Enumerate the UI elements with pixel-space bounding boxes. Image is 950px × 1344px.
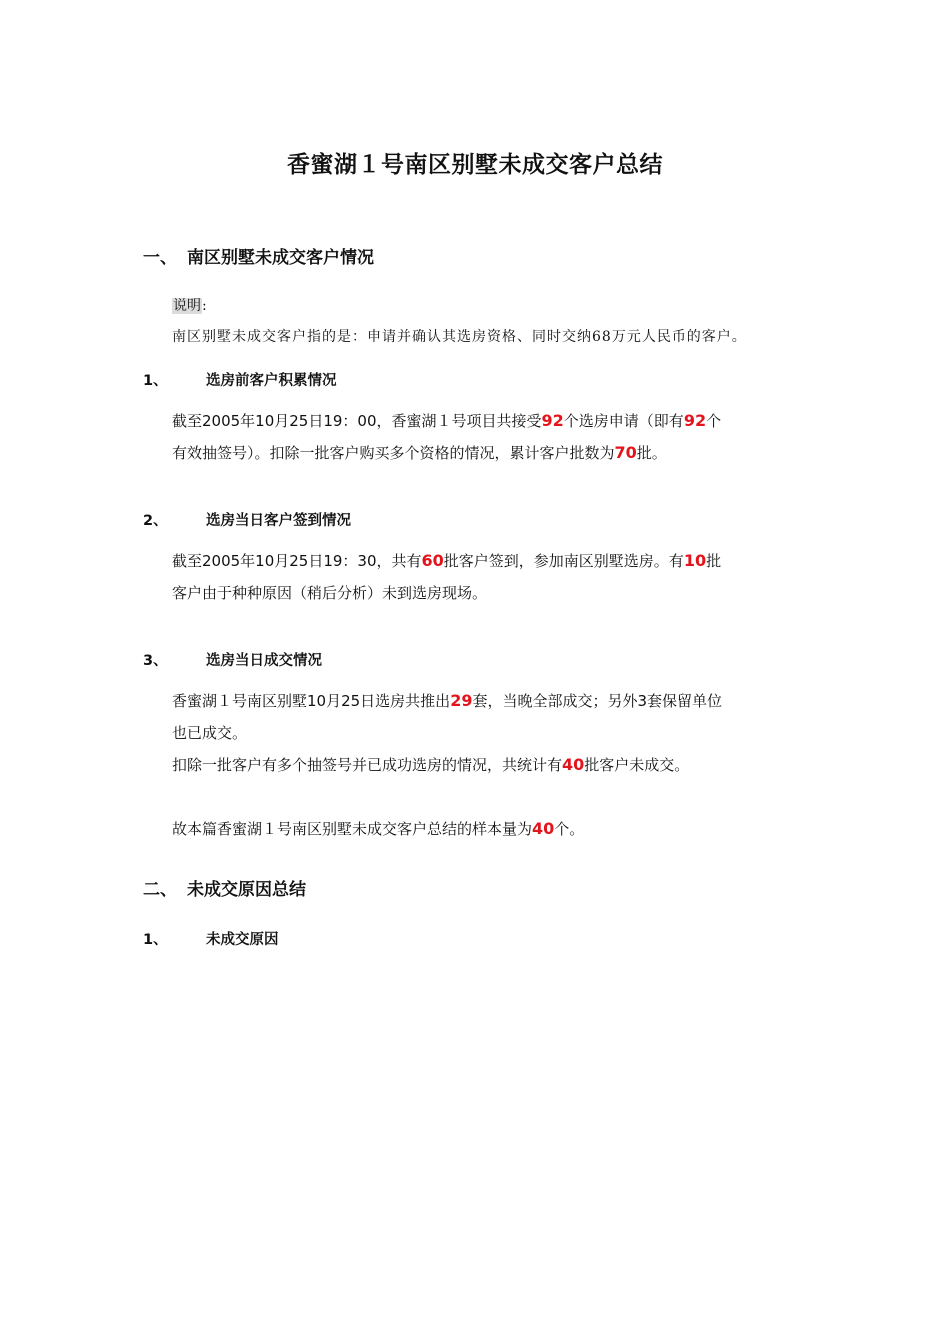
subsection-heading-4	[143, 928, 279, 949]
text-run: 套，当晚全部成交；另外3套保留单位	[472, 692, 722, 710]
note-label	[172, 295, 207, 315]
section-number: 二、	[143, 880, 177, 900]
section-label: 未成交原因总结	[187, 880, 306, 900]
text-run: 个。	[554, 820, 585, 838]
paragraph-1	[172, 405, 812, 469]
text-run: 扣除一批客户有多个抽签号并已成功选房的情况，共统计有	[172, 756, 563, 774]
subsection-heading-2	[143, 509, 351, 530]
paragraph-line	[172, 545, 812, 577]
paragraph-line	[172, 437, 812, 469]
highlight-number: 40	[562, 755, 585, 774]
highlight-number: 29	[450, 691, 473, 710]
subsection-heading-1	[143, 369, 337, 390]
subsection-heading-3	[143, 649, 322, 670]
text-run: 批。	[636, 444, 667, 462]
highlight-number: 10	[683, 551, 707, 570]
text-run: 批	[706, 552, 722, 570]
paragraph-line	[172, 405, 812, 437]
highlight-number: 92	[541, 411, 564, 430]
highlight-number: 92	[683, 411, 707, 430]
subsection-number: 1、	[143, 373, 168, 389]
section-number: 一、	[143, 248, 177, 268]
subsection-label: 选房前客户积累情况	[206, 373, 337, 389]
text-run: 故本篇香蜜湖１号南区别墅未成交客户总结的样本量为	[172, 820, 533, 838]
text-run: 香蜜湖１号南区别墅10月25日选房共推出	[172, 692, 451, 710]
paragraph-line	[172, 749, 812, 781]
highlight-number: 40	[532, 819, 555, 838]
subsection-number: 3、	[143, 653, 168, 669]
note-colon: :	[202, 298, 207, 314]
document-title: 香蜜湖１号南区别墅未成交客户总结	[287, 152, 663, 178]
subsection-label: 选房当日客户签到情况	[206, 513, 351, 529]
text-run: 个	[706, 412, 722, 430]
section-heading-1	[143, 243, 374, 268]
text-run: 个选房申请（即有	[563, 412, 684, 430]
paragraph-line: 也已成交。	[172, 724, 248, 742]
paragraph-line	[172, 813, 812, 845]
paragraph-4	[172, 813, 812, 845]
text-run: 截至2005年10月25日19：30，共有	[172, 552, 422, 570]
highlight-number: 60	[421, 551, 444, 570]
paragraph-2	[172, 545, 812, 609]
text-run: 有效抽签号）。扣除一批客户购买多个资格的情况，累计客户批数为	[172, 444, 615, 462]
subsection-number: 1、	[143, 932, 168, 948]
section-heading-2	[143, 875, 306, 900]
note-text: 南区别墅未成交客户指的是：申请并确认其选房资格、同时交纳68万元人民币的客户。	[172, 329, 747, 345]
subsection-label: 选房当日成交情况	[206, 653, 322, 669]
section-label: 南区别墅未成交客户情况	[187, 248, 374, 268]
paragraph-3	[172, 685, 812, 781]
paragraph-line: 客户由于种种原因（稍后分析）未到选房现场。	[172, 584, 488, 602]
subsection-label: 未成交原因	[206, 932, 279, 948]
text-run: 截至2005年10月25日19：00，香蜜湖１号项目共接受	[172, 412, 542, 430]
text-run: 批客户未成交。	[584, 756, 690, 774]
note-label-text: 说明	[173, 298, 201, 314]
highlight-number: 70	[614, 443, 637, 462]
text-run: 批客户签到，参加南区别墅选房。有	[443, 552, 684, 570]
subsection-number: 2、	[143, 513, 168, 529]
paragraph-line	[172, 685, 812, 717]
